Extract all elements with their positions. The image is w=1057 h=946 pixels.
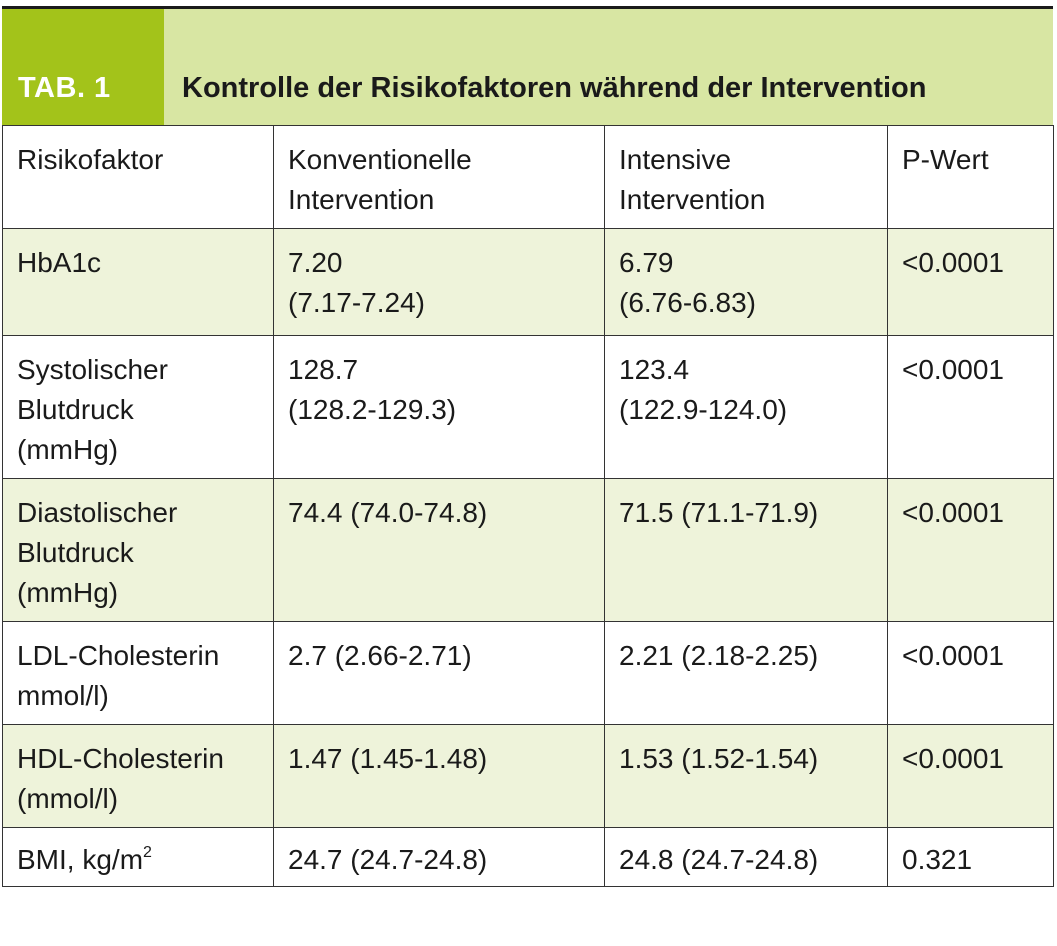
cell-p-value: <0.0001 <box>888 336 1054 479</box>
cell-intensive: 1.53 (1.52-1.54) <box>605 725 888 828</box>
cell-conventional: 2.7 (2.66-2.71) <box>274 622 605 725</box>
column-header-p-wert: P-Wert <box>888 126 1054 229</box>
table-row <box>3 336 1054 479</box>
cell-conventional: 128.7 (128.2-129.3) <box>274 336 605 479</box>
column-header-risikofaktor: Risikofaktor <box>3 126 274 229</box>
risk-factor-table <box>2 6 1053 887</box>
table-row <box>3 479 1054 622</box>
cell-risk-factor <box>3 828 274 887</box>
table-row <box>3 725 1054 828</box>
cell-risk-factor: Diastolischer Blutdruck (mmHg) <box>3 479 274 622</box>
column-header-intensive: Intensive Intervention <box>605 126 888 229</box>
cell-p-value: <0.0001 <box>888 479 1054 622</box>
cell-p-value: <0.0001 <box>888 622 1054 725</box>
cell-intensive: 6.79 (6.76-6.83) <box>605 229 888 336</box>
cell-p-value: <0.0001 <box>888 725 1054 828</box>
cell-intensive: 2.21 (2.18-2.25) <box>605 622 888 725</box>
table-row <box>3 828 1054 887</box>
table-row <box>3 622 1054 725</box>
table-title: Kontrolle der Risikofaktoren während der Intervention <box>182 72 927 104</box>
data-table <box>2 125 1054 887</box>
column-header-konventionelle: Konventionelle Intervention <box>274 126 605 229</box>
cell-p-value: 0.321 <box>888 828 1054 887</box>
cell-risk-factor: Systolischer Blutdruck (mmHg) <box>3 336 274 479</box>
cell-conventional: 1.47 (1.45-1.48) <box>274 725 605 828</box>
cell-intensive: 71.5 (71.1-71.9) <box>605 479 888 622</box>
column-header-row <box>3 126 1054 229</box>
cell-conventional: 74.4 (74.0-74.8) <box>274 479 605 622</box>
cell-conventional: 24.7 (24.7-24.8) <box>274 828 605 887</box>
superscript-exponent: 2 <box>143 844 152 861</box>
bmi-label: BMI, kg/m <box>17 844 144 875</box>
table-number-label: TAB. 1 <box>2 9 164 125</box>
cell-intensive: 123.4 (122.9-124.0) <box>605 336 888 479</box>
table-header-band <box>2 9 1053 125</box>
cell-p-value: <0.0001 <box>888 229 1054 336</box>
cell-risk-factor: LDL-Cholesterin mmol/l) <box>3 622 274 725</box>
cell-risk-factor: HDL-Cholesterin (mmol/l) <box>3 725 274 828</box>
cell-intensive: 24.8 (24.7-24.8) <box>605 828 888 887</box>
cell-risk-factor: HbA1c <box>3 229 274 336</box>
table-row <box>3 229 1054 336</box>
cell-conventional: 7.20 (7.17-7.24) <box>274 229 605 336</box>
